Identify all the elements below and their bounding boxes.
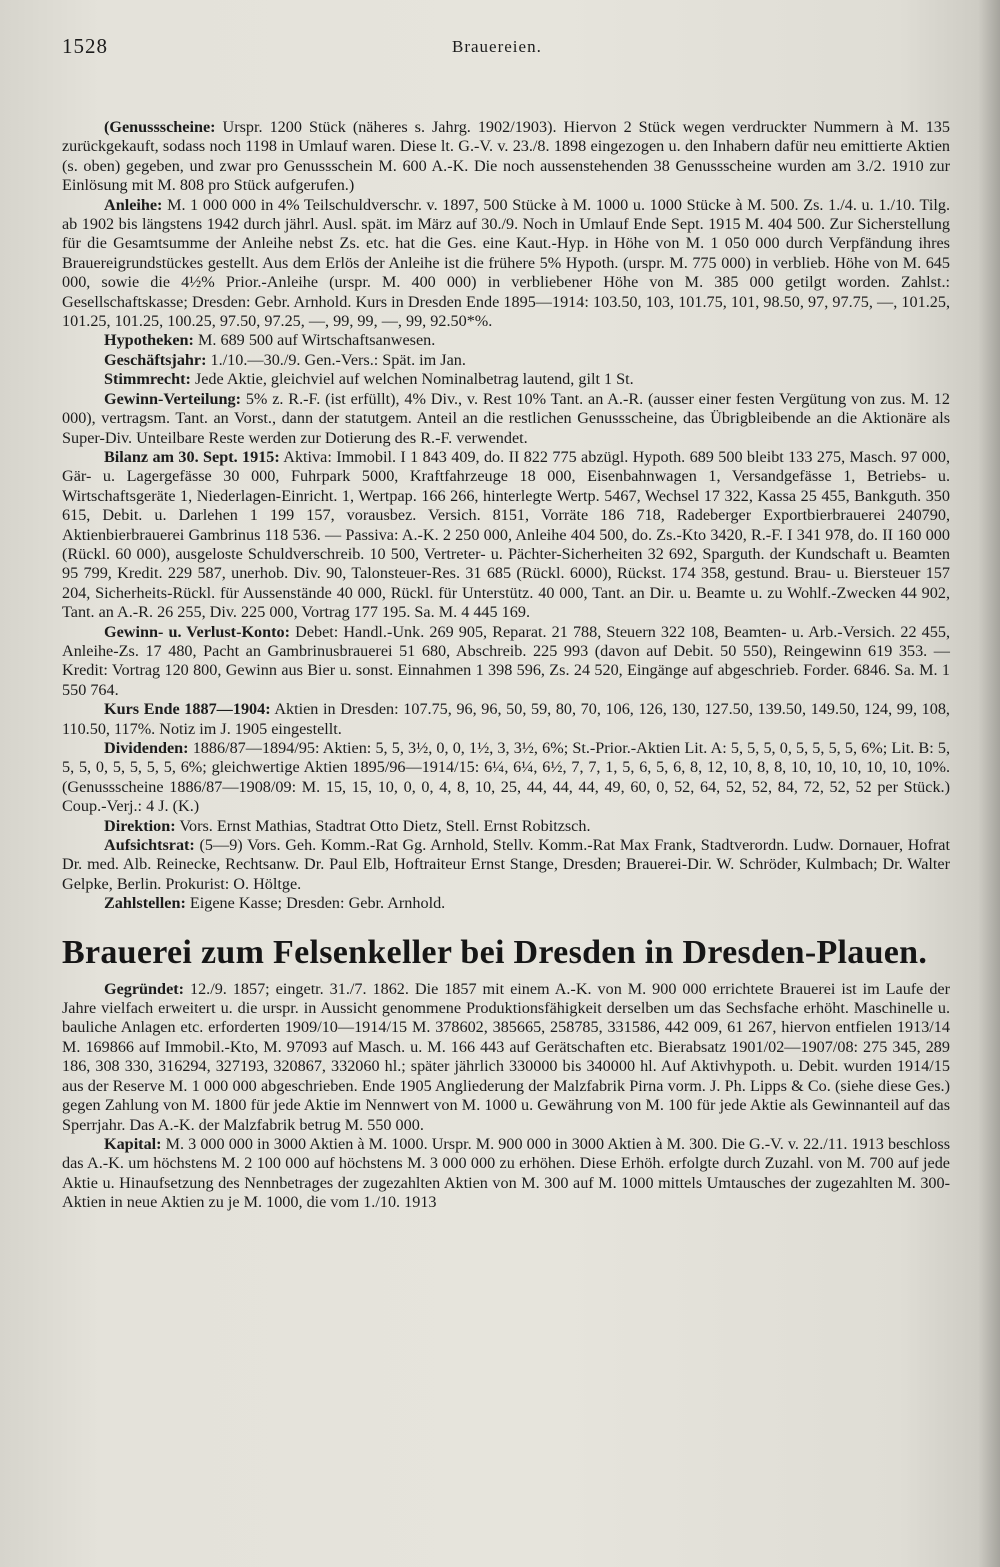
paragraph-stimmrecht: Stimmrecht: Jede Aktie, gleichviel auf welchen Nominalbetrag lautend, gilt 1 St.: [104, 370, 634, 389]
running-title: Brauereien.: [452, 37, 542, 56]
paragraph-gewinn-verlust: Gewinn- u. Verlust-Konto: Debet: Handl.-Unk. 269 905, Reparat. 21 788, Steuern 322 108, Beamten- u. Arb.-Versich. 22 455, Anleihe-Zs. 17 480, Pacht an Gambrinusbrauerei 51 680, Abschreib. 225 993 (davon auf Debit. 50 550), Reingewinn 619 353. — Kredit: Vortrag 120 800, Gewinn aus Bier u. sonst. Einnahmen 1 398 596, Zs. 24 520, Eingänge auf abgeschrieb. Forder. 6846. Sa. M. 1 550 764.: [62, 622, 950, 699]
paragraph-gewinn-verteilung: Gewinn-Verteilung: 5% z. R.-F. (ist erfüllt), 4% Div., v. Rest 10% Tant. an A.-R. (ausser einer festen Vergütung von zus. M. 12 000), vertragsm. Tant. an Vorst., dann der statutgem. Anteil an die restlichen Genussscheine, das Übrigbleibende an die Aktionäre als Super-Div. Unteilbare Reste werden zur Dotierung des R.-F. verwendet.: [62, 389, 950, 447]
page-number: 1528: [62, 34, 108, 58]
paragraph-dividenden: Dividenden: 1886/87—1894/95: Aktien: 5, 5, 3½, 0, 0, 1½, 3, 3½, 6%; St.-Prior.-Aktien Lit. A: 5, 5, 5, 0, 5, 5, 5, 5, 6%; Lit. B: 5, 5, 5, 0, 5, 5, 5, 5, 6%; gleichwertige Aktien 1895/96—1914/15: 6¼, 6¼, 6½, 7, 7, 1, 5, 6, 5, 6, 8, 12, 10, 8, 8, 10, 10, 10, 10, 10, 10%. (Genussscheine 1886/87—1908/09: M. 15, 15, 10, 0, 0, 4, 8, 10, 25, 44, 44, 44, 49, 60, 0, 52, 64, 52, 52, 84, 72, 52, 52 per Stück.) Coup.-Verj.: 4 J. (K.): [62, 739, 950, 816]
paragraph-zahlstellen: Zahlstellen: Eigene Kasse; Dresden: Gebr. Arnhold.: [104, 894, 446, 913]
paragraph-bilanz: Bilanz am 30. Sept. 1915: Aktiva: Immobil. I 1 843 409, do. II 822 775 abzügl. Hypoth. 689 500 bleibt 133 275, Masch. 97 000, Gär- u. Lagergefässe 30 000, Fuhrpark 5000, Kraftfahrzeuge 18 000, Eisenbahnwagen 1, Versandgefässe 1, Betriebs- u. Wirtschaftsgeräte 1, Niederlagen-Einricht. 1, Wertpap. 166 266, hinterlegte Wertp. 5467, Wechsel 17 322, Kassa 25 455, Bankguth. 350 615, Debit. u. Darlehen 1 199 157, vorausbez. Versich. 8151, Vorräte 186 718, Radeberger Exportbierbrauerei 240790, Aktienbierbrauerei Gambrinus 118 536. — Passiva: A.-K. 2 250 000, Anleihe 404 500, do. Zs.-Kto 3420, R.-F. I 341 978, do. II 160 000 (Rückl. 60 000), ausgeloste Schuldverschreib. 10 500, Vertreter- u. Pächter-Sicherheiten 32 692, Sparguth. der Kundschaft u. Beamten 95 799, Kredit. 229 587, unerhob. Div. 90, Talonsteuer-Res. 31 685 (Rückl. 6000), Rückst. 174 358, gestund. Brau- u. Biersteuer 157 204, Sicherheits-Rückl. für Aussenstände 40 000, Rückl. für Unterstütz. 40 000, Tant. an Dir. u. Beamte u. zu Wohlf.-Zwecken 44 902, Tant. an A.-R. 26 255, Div. 225 000, Vortrag 177 195. Sa. M. 4 445 169.: [62, 447, 950, 622]
company-title: Brauerei zum Felsenkeller bei Dresden in Dresden-Plauen.: [62, 933, 928, 971]
paragraph-geschaeftsjahr: Geschäftsjahr: 1./10.—30./9. Gen.-Vers.: Spät. im Jan.: [104, 350, 466, 369]
company-section: [62, 980, 950, 1213]
previous-company-section: [62, 118, 950, 914]
paragraph-anleihe: Anleihe: M. 1 000 000 in 4% Teilschuldverschr. v. 1897, 500 Stücke à M. 1000 u. 1000 Stücke à M. 500. Zs. 1./4. u. 1./10. Tilg. ab 1902 bis längstens 1942 durch jährl. Ausl. spät. im März auf 30./9. Noch in Umlauf Ende Sept. 1915 M. 404 500. Zur Sicherstellung für die Gesamtsumme der Anleihe nebst Zs. etc. hat die Ges. eine Kaut.-Hyp. in Höhe von M. 1 050 000 durch Verpfändung ihres Brauereigrundstückes gestellt. Aus dem Erlös der Anleihe ist die frühere 5% Hypoth. (urspr. M. 775 000) in verblieb. Höhe von M. 645 000, sowie die 4½% Prior.-Anleihe (urspr. M. 400 000) in verbliebener Höhe von M. 385 000 getilgt worden. Zahlst.: Gesellschaftskasse; Dresden: Gebr. Arnhold. Kurs in Dresden Ende 1895—1914: 103.50, 103, 101.75, 101, 98.50, 97, 97.75, —, 101.25, 101.25, 101.25, 100.25, 97.50, 97.25, —, 99, 99, —, 99, 92.50*%.: [62, 195, 950, 331]
paragraph-hypotheken: Hypotheken: M. 689 500 auf Wirtschaftsanwesen.: [104, 331, 436, 350]
paragraph-genussscheine: (Genussscheine: Urspr. 1200 Stück (näheres s. Jahrg. 1902/1903). Hiervon 2 Stück wegen verdruckter Nummern à M. 135 zurückgekauft, sodass noch 1198 in Umlauf waren. Diese lt. G.-V. v. 23./8. 1898 eingezogen u. den Inhabern dafür neu emittierte Aktien (s. oben) gegeben, und zwar pro Genussschein M. 600 A.-K. Die noch aussenstehenden 38 Genussscheine wurden am 3./2. 1910 zur Einlösung mit M. 808 pro Stück aufgerufen.): [62, 118, 950, 195]
running-head: [62, 34, 950, 68]
paragraph-kapital: Kapital: M. 3 000 000 in 3000 Aktien à M. 1000. Urspr. M. 900 000 in 3000 Aktien à M. 300. Die G.-V. v. 22./11. 1913 beschloss das A.-K. um höchstens M. 2 100 000 auf höchstens M. 3 000 000 zu erhöhen. Diese Erhöh. erfolgte durch Zuzahl. von M. 700 auf jede Aktie u. Hinaufsetzung des Nennbetrages der zugezahlten Aktien von M. 300 auf M. 1000 mittels Umtausches der zugezahlten M. 300-Aktien in neue Aktien zu je M. 1000, die vom 1./10. 1913: [62, 1134, 950, 1212]
paragraph-direktion: Direktion: Vors. Ernst Mathias, Stadtrat Otto Dietz, Stell. Ernst Robitzsch.: [104, 816, 591, 835]
paragraph-gegruendet: Gegründet: 12./9. 1857; eingetr. 31./7. 1862. Die 1857 mit einem A.-K. von M. 900 000 errichtete Brauerei ist im Laufe der Jahre vielfach erweitert u. die urspr. in Aussicht genommene Produktionsfähigkeit derselben um das Sechsfache erhöht. Maschinelle u. bauliche Anlagen etc. erforderten 1909/10—1914/15 M. 378602, 385665, 258785, 331586, 442 009, 61 267, hiervon entfielen 1913/14 M. 169866 auf Immobil.-Kto, M. 97093 auf Masch. u. M. 166 443 auf Gerätschaften etc. Bierabsatz 1901/02—1907/08: 275 345, 289 186, 308 330, 316294, 327193, 320867, 332060 hl.; später jährlich 330000 bis 340000 hl. Auf Aktivhypoth. u. Debit. wurden 1914/15 aus der Reserve M. 1 000 000 abgeschrieben. Ende 1905 Angliederung der Malzfabrik Pirna vorm. J. Ph. Lipps & Co. (siehe diese Ges.) gegen Zahlung von M. 1800 für jede Aktie im Nennwert von M. 1000 u. Gewährung von M. 100 für jede Aktie als Gewinnanteil auf das Sperrjahr. Das A.-K. der Malzfabrik betrug M. 550 000.: [62, 979, 950, 1134]
paragraph-aufsichtsrat: Aufsichtsrat: (5—9) Vors. Geh. Komm.-Rat Gg. Arnhold, Stellv. Komm.-Rat Max Frank, Stadtverordn. Ludw. Dornauer, Hofrat Dr. med. Alb. Reinecke, Rechtsanw. Dr. Paul Elb, Hoftraiteur Ernst Stange, Dresden; Brauerei-Dir. W. Schröder, Kulmbach; Dr. Walter Gelpke, Berlin. Prokurist: O. Höltge.: [62, 836, 950, 893]
paragraph-kurs: Kurs Ende 1887—1904: Aktien in Dresden: 107.75, 96, 96, 50, 59, 80, 70, 106, 126, 130, 127.50, 139.50, 149.50, 124, 99, 108, 110.50, 117%. Notiz im J. 1905 eingestellt.: [62, 700, 950, 738]
